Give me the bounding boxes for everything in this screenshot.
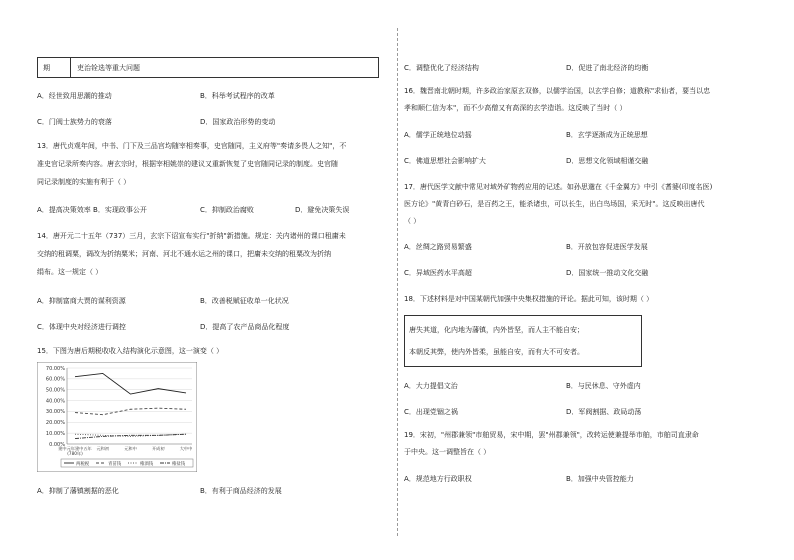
- column-divider: [397, 28, 398, 536]
- q17-option-d[interactable]: D．国家统一推动文化交融: [566, 269, 649, 277]
- question-17-line-1: 17．唐代医学文献中常见对域外矿物药应用的记述。如孙思邈在《千金翼方》中引《耆婆(印度名医): [404, 183, 713, 191]
- chart-ytick-label: 40.00%: [45, 398, 65, 405]
- q18-quote-box: [404, 315, 642, 367]
- question-18-stem: 18．下述材料是对中国某朝代加强中央集权措施的评论。据此可知，该时期（ ）: [404, 295, 654, 303]
- q17-option-b[interactable]: B．开放包容促进医学发展: [566, 243, 648, 251]
- question-19-line-2: 于中央。这一调整旨在（ ）: [404, 448, 491, 456]
- q16-option-a[interactable]: A．儒学正统地位动摇: [404, 131, 472, 139]
- question-13-line-1: 13．唐代贞观年间，中书、门下及三品宫均随宰相奏事，史官随同，主义府等"奏请多畏人之知"，不: [37, 142, 347, 150]
- q13-option-d[interactable]: D．避免决策失误: [295, 206, 350, 214]
- q18-option-d[interactable]: D．军阀割据、政局动荡: [566, 408, 642, 416]
- chart-ytick-label: 20.00%: [45, 420, 65, 427]
- question-16-line-2: 孝和顺仁信为本"，而不少高僧又有高深的玄学造诣。这反映了当时（ ）: [404, 104, 627, 112]
- question-17-line-3: （ ）: [404, 217, 421, 225]
- q13-option-ab[interactable]: A．提高决策效率 B．实现政事公开: [37, 206, 147, 214]
- question-13-line-3: 同记录制度的实施有利于（ ）: [37, 178, 131, 186]
- q18-option-c[interactable]: C．出现党锢之祸: [404, 408, 458, 416]
- chart-xtick-label: 开成初: [151, 446, 165, 451]
- chart-xtick-label: 元和中: [124, 446, 137, 451]
- tax-revenue-chart: [37, 362, 197, 472]
- question-13-line-2: 准史官记录所奏内容。唐玄宗时，根据宰相姚崇的建议又重新恢复了史官随同记录的制度。史官随: [37, 160, 338, 168]
- q14-option-a[interactable]: A．抑制富商大贾的谋利资源: [37, 297, 126, 305]
- q19-option-a[interactable]: A．规范地方行政职权: [404, 475, 472, 483]
- q16-option-c[interactable]: C．佛道思想社会影响扩大: [404, 157, 486, 165]
- question-14-line-3: 绢布。这一规定（ ）: [37, 268, 103, 276]
- q16-option-d[interactable]: D．思想文化领域相谨交融: [566, 157, 649, 165]
- right-option-c[interactable]: C．调整优化了经济结构: [404, 64, 479, 72]
- chart-ytick-label: 70.00%: [45, 365, 65, 372]
- q19-option-b[interactable]: B．加强中央管控能力: [566, 475, 634, 483]
- question-14-line-1: 14．唐开元二十五年（737）三月，玄宗下诏宣布实行"折纳"新措施。规定：关内诸州的课口租庸未: [37, 232, 346, 240]
- chart-xtick-label: 大中中: [179, 446, 193, 451]
- chart-legend-label: 两税税: [76, 462, 90, 467]
- q18-quote-line-2: 本朝反其弊，使内外皆柔，虽能自安，而有大不可安者。: [409, 348, 584, 356]
- question-table: [37, 57, 379, 78]
- q18-option-a[interactable]: A．大力提倡文治: [404, 382, 458, 390]
- table-label-cell: 期: [43, 64, 50, 72]
- chart-ytick-label: 10.00%: [45, 430, 65, 437]
- chart-ytick-label: 60.00%: [45, 376, 65, 383]
- chart-legend-label: 青苗钱: [108, 462, 122, 467]
- q15-option-a[interactable]: A．抑制了藩镇割据的恶化: [37, 487, 119, 495]
- option-a[interactable]: A．经世致用思潮的推动: [37, 92, 112, 100]
- q17-option-c[interactable]: C．异域医药水平高超: [404, 269, 472, 277]
- chart-ytick-label: 30.00%: [45, 409, 65, 416]
- q18-quote-line-1: 唐失其道，化内地为藩镇，内外皆坚，而人主不能自安；: [409, 326, 584, 334]
- question-14-line-2: 交纳的租调粟，调改为折纳粟米；河南、河北不通水运之州的课口，把庸未交纳的租粟改为折纳: [37, 250, 331, 258]
- q14-option-d[interactable]: D．提高了农产品商品化程度: [200, 323, 290, 331]
- q15-option-b[interactable]: B．有利于商品经济的发展: [200, 487, 282, 495]
- chart-legend-label: 榷酒钱: [140, 462, 154, 467]
- q17-option-a[interactable]: A．丝绸之路贸易繁盛: [404, 243, 472, 251]
- table-cell-divider: [70, 58, 71, 77]
- q14-option-c[interactable]: C．体现中央对经济进行调控: [37, 323, 126, 331]
- question-19-line-1: 19．宋初，"州郡兼领"市舶贸易，宋中期，罢"州郡兼领"，改转运使兼提举市舶，市舶司直隶命: [404, 431, 699, 439]
- q13-option-c[interactable]: C．抑制政治腐败: [200, 206, 254, 214]
- option-c[interactable]: C．门阀士族势力的衰落: [37, 118, 112, 126]
- table-content-cell: 吏治铨选等重大问题: [77, 64, 140, 72]
- chart-xtick-label: 元和初: [96, 446, 110, 451]
- chart-legend-label: 榷盐钱: [172, 462, 186, 467]
- q16-option-b[interactable]: B．玄学逐渐成为正统思想: [566, 131, 648, 139]
- chart-ytick-label: 0.00%: [49, 441, 65, 448]
- chart-ytick-label: 50.00%: [45, 387, 65, 394]
- option-d[interactable]: D．国家政治形势的变动: [200, 118, 276, 126]
- question-16-line-1: 16．魏晋南北朝时期，许多政治家原玄双修，以儒学治国，以玄学自修；道教称"求仙者，要当以忠: [404, 87, 711, 95]
- question-17-line-2: 医方论》"黄青白砂石，是百药之王，能杀诸虫，可以长生，出白鸟场国，采无时"。这反映出唐代: [404, 200, 705, 208]
- q14-option-b[interactable]: B．改善税赋征收单一化状况: [200, 297, 289, 305]
- chart-xtick-label: 建中元年建中五年(780年): [58, 446, 92, 456]
- q18-option-b[interactable]: B．与民休息、守外虚内: [566, 382, 641, 390]
- option-b[interactable]: B．科举考试程序的改革: [200, 92, 275, 100]
- right-option-d[interactable]: D．促进了南北经济的均衡: [566, 64, 649, 72]
- question-15-stem: 15．下图为唐后期税收收入结构演化示意图，这一演变（ ）: [37, 347, 224, 355]
